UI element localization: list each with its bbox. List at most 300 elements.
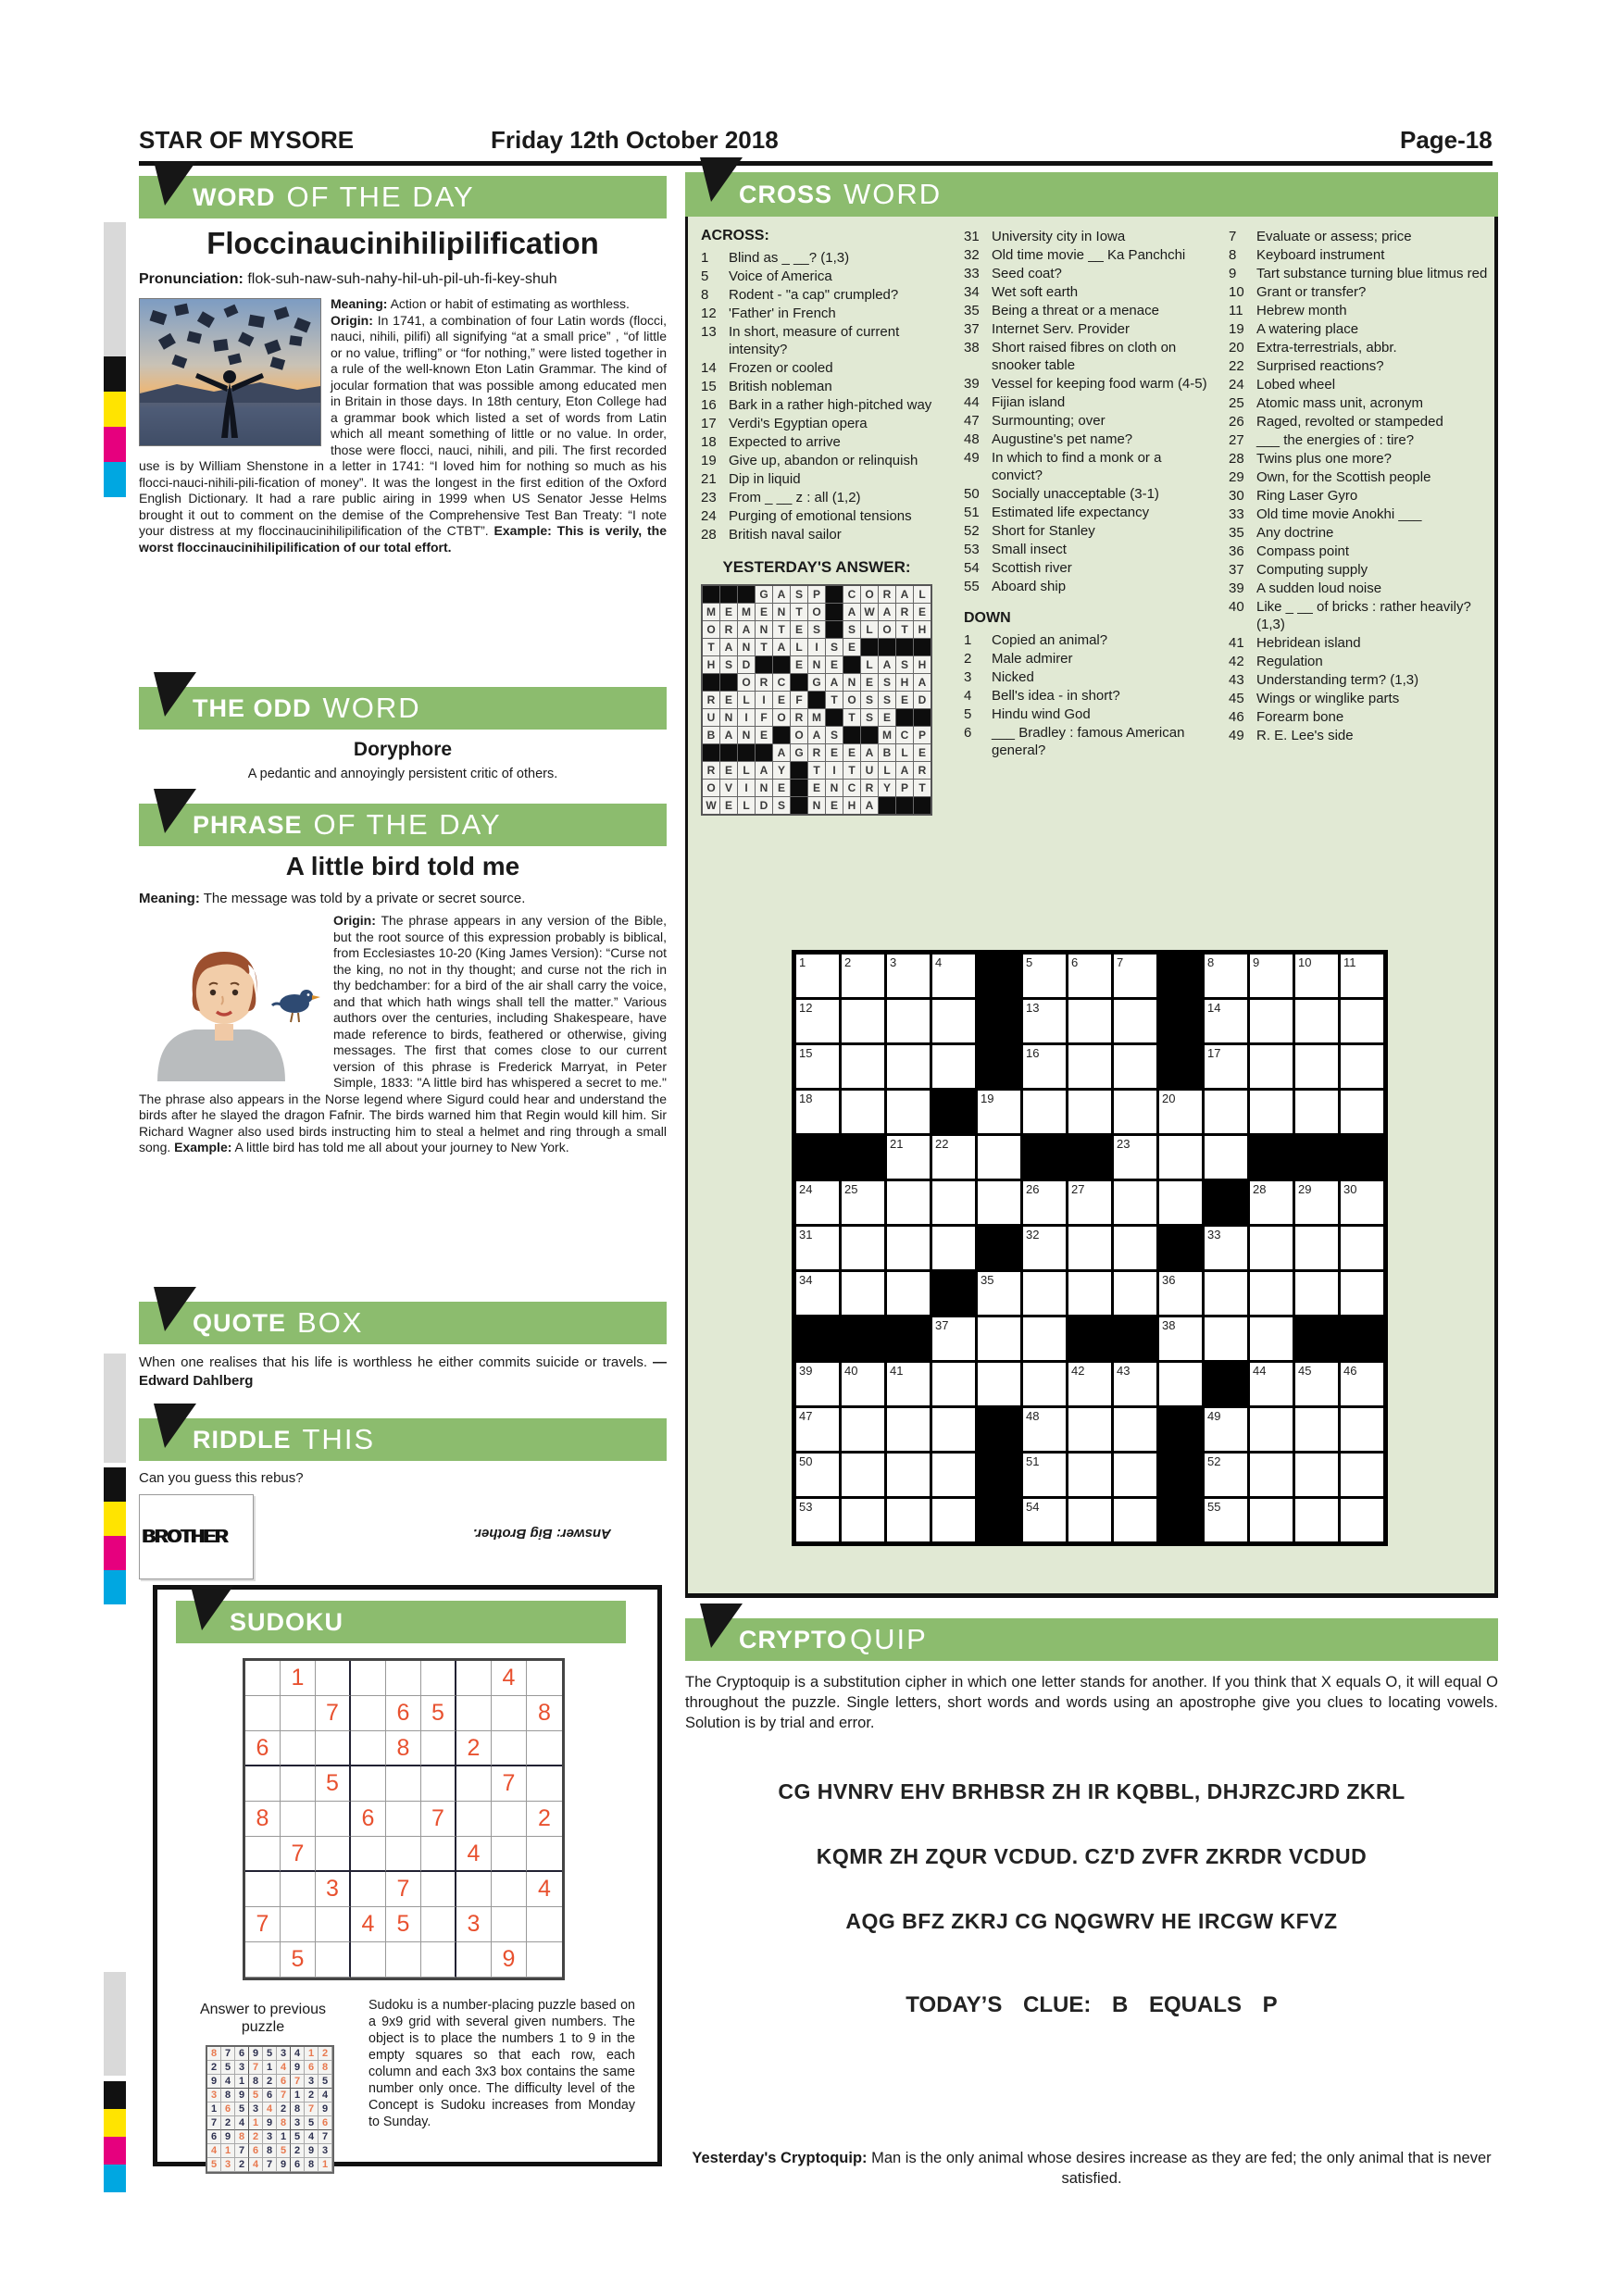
clue-number: 7 xyxy=(1229,229,1237,244)
sudoku-cell[interactable] xyxy=(316,1802,351,1837)
sudoku-cell: 5 xyxy=(207,2158,221,2172)
grid-cell[interactable] xyxy=(842,1499,884,1541)
grid-cell[interactable] xyxy=(796,1000,839,1042)
sudoku-cell[interactable] xyxy=(527,1731,562,1766)
sudoku-cell[interactable] xyxy=(351,1766,386,1802)
grid-cell[interactable] xyxy=(1295,1408,1338,1451)
masthead-title: STAR OF MYSORE xyxy=(139,126,355,154)
grid-cell[interactable] xyxy=(1341,1272,1383,1315)
clue-text: Aboard ship xyxy=(992,579,1067,594)
grid-cell[interactable] xyxy=(932,1000,975,1042)
sudoku-cell[interactable] xyxy=(316,1837,351,1872)
grid-cell[interactable] xyxy=(1114,1045,1156,1088)
grid-cell[interactable] xyxy=(842,1000,884,1042)
grid-cell[interactable] xyxy=(1068,1091,1111,1133)
letter-cell: N xyxy=(738,639,755,655)
grid-cell[interactable] xyxy=(932,1181,975,1224)
grid-cell[interactable] xyxy=(1250,955,1293,997)
grid-cell[interactable] xyxy=(1023,1181,1066,1224)
grid-cell[interactable] xyxy=(1250,1499,1293,1541)
rebus-text: BROTHER xyxy=(142,1526,227,1547)
grid-cell[interactable] xyxy=(1250,1045,1293,1088)
grid-cell[interactable] xyxy=(1250,1408,1293,1451)
grid-cell[interactable] xyxy=(796,1091,839,1133)
grid-cell[interactable] xyxy=(1023,1091,1066,1133)
grid-cell[interactable] xyxy=(1023,1045,1066,1088)
grid-cell[interactable] xyxy=(1023,1499,1066,1541)
letter-cell: A xyxy=(914,674,931,691)
clue-item xyxy=(1229,339,1490,356)
banner-bold-text: SUDOKU xyxy=(230,1607,344,1636)
sudoku-cell: 2 xyxy=(221,2116,235,2130)
letter-cell: U xyxy=(861,762,878,779)
black-cell xyxy=(720,674,737,691)
grid-cell[interactable] xyxy=(1114,1136,1156,1179)
grid-cell[interactable] xyxy=(1159,1136,1202,1179)
grid-cell[interactable] xyxy=(887,1000,930,1042)
grid-cell[interactable] xyxy=(1295,1227,1338,1269)
letter-cell: A xyxy=(879,604,895,620)
clue-text: Tart substance turning blue litmus red xyxy=(1256,266,1488,281)
grid-cell[interactable] xyxy=(932,955,975,997)
sudoku-cell[interactable] xyxy=(245,1872,281,1907)
sudoku-cell[interactable] xyxy=(492,1802,527,1837)
grid-cell[interactable] xyxy=(1205,1317,1247,1360)
grid-cell[interactable] xyxy=(1250,1181,1293,1224)
grid-cell[interactable] xyxy=(887,1227,930,1269)
grid-cell[interactable] xyxy=(1205,1272,1247,1315)
grid-cell[interactable] xyxy=(1341,1227,1383,1269)
sudoku-cell: 6 xyxy=(291,2158,305,2172)
sudoku-cell[interactable] xyxy=(351,1661,386,1696)
grid-cell[interactable] xyxy=(932,1499,975,1541)
clue-item xyxy=(1229,634,1490,652)
sudoku-cell[interactable] xyxy=(245,1661,281,1696)
sunset-silhouette-photo xyxy=(140,299,320,445)
grid-cell[interactable] xyxy=(978,1272,1020,1315)
grid-cell[interactable] xyxy=(1341,1181,1383,1224)
print-mark-black xyxy=(104,356,126,392)
letter-cell: S xyxy=(861,709,878,726)
sudoku-cell: 3 xyxy=(305,2075,319,2089)
grid-cell[interactable] xyxy=(842,1181,884,1224)
cell-number: 4 xyxy=(935,955,943,969)
sudoku-cell[interactable] xyxy=(351,1696,386,1731)
grid-cell[interactable] xyxy=(1023,1000,1066,1042)
black-cell xyxy=(720,586,737,603)
grid-cell[interactable] xyxy=(887,1454,930,1496)
yesterday-cryptoquip-label: Yesterday's Cryptoquip: xyxy=(692,2150,868,2166)
grid-cell[interactable] xyxy=(1068,1045,1111,1088)
banner-bold-text: WORD xyxy=(193,182,276,211)
sudoku-cell[interactable] xyxy=(492,1696,527,1731)
grid-cell[interactable] xyxy=(796,1045,839,1088)
grid-cell[interactable] xyxy=(1250,1272,1293,1315)
grid-cell[interactable] xyxy=(1068,1272,1111,1315)
clue-text: A sudden loud noise xyxy=(1256,580,1382,596)
grid-cell[interactable] xyxy=(796,955,839,997)
clue-item xyxy=(964,559,1216,577)
grid-cell[interactable] xyxy=(887,1181,930,1224)
letter-cell: H xyxy=(896,674,913,691)
sudoku-cell: 3 xyxy=(249,2103,263,2116)
sudoku-cell: 7 xyxy=(281,1837,316,1872)
grid-cell[interactable] xyxy=(1341,1000,1383,1042)
grid-cell[interactable] xyxy=(887,1045,930,1088)
black-cell xyxy=(1250,1136,1293,1179)
black-cell xyxy=(978,1227,1020,1269)
sudoku-cell[interactable] xyxy=(456,1766,492,1802)
clue-item xyxy=(701,286,953,304)
sudoku-cell: 5 xyxy=(305,2116,319,2130)
clue-item xyxy=(964,449,1216,484)
letter-cell: I xyxy=(738,780,755,796)
clue-item xyxy=(964,631,1216,649)
yesterday-answer-grid xyxy=(701,584,932,816)
sudoku-cell[interactable] xyxy=(386,1837,421,1872)
grid-cell[interactable] xyxy=(1341,1091,1383,1133)
grid-cell[interactable] xyxy=(796,1363,839,1405)
grid-cell[interactable] xyxy=(1341,1045,1383,1088)
grid-cell[interactable] xyxy=(887,955,930,997)
sudoku-cell[interactable] xyxy=(351,1837,386,1872)
sudoku-cell[interactable] xyxy=(351,1872,386,1907)
grid-cell[interactable] xyxy=(796,1227,839,1269)
clue-column-2 xyxy=(964,228,1216,760)
sudoku-cell[interactable] xyxy=(351,1942,386,1978)
letter-cell: A xyxy=(738,621,755,638)
clue-number: 9 xyxy=(1229,266,1237,281)
sudoku-cell[interactable] xyxy=(456,1802,492,1837)
grid-cell[interactable] xyxy=(842,1454,884,1496)
letter-cell: R xyxy=(791,709,807,726)
clue-number: 40 xyxy=(1229,599,1244,615)
sudoku-cell[interactable] xyxy=(421,1907,456,1942)
sudoku-cell[interactable] xyxy=(421,1731,456,1766)
print-mark-gray xyxy=(104,1972,126,2076)
cell-number: 18 xyxy=(799,1092,813,1105)
grid-cell[interactable] xyxy=(1341,1454,1383,1496)
grid-cell[interactable] xyxy=(1295,1045,1338,1088)
origin-label: Origin: xyxy=(331,312,373,328)
grid-cell[interactable] xyxy=(1159,1181,1202,1224)
grid-cell[interactable] xyxy=(1023,1317,1066,1360)
black-cell xyxy=(932,1272,975,1315)
grid-cell[interactable] xyxy=(1295,1499,1338,1541)
sudoku-cell[interactable] xyxy=(527,1942,562,1978)
letter-cell: O xyxy=(738,674,755,691)
grid-cell[interactable] xyxy=(1295,1454,1338,1496)
sudoku-cell[interactable] xyxy=(456,1661,492,1696)
black-cell xyxy=(1114,1317,1156,1360)
print-mark-cyan xyxy=(104,1570,126,1604)
word-of-day-photo xyxy=(139,298,321,446)
grid-cell[interactable] xyxy=(978,1363,1020,1405)
sudoku-cell[interactable] xyxy=(386,1802,421,1837)
grid-cell[interactable] xyxy=(1159,1091,1202,1133)
sudoku-cell[interactable] xyxy=(245,1837,281,1872)
clue-item xyxy=(964,393,1216,411)
clue-item xyxy=(1229,468,1490,486)
grid-cell[interactable] xyxy=(796,1499,839,1541)
grid-cell[interactable] xyxy=(1205,1136,1247,1179)
grid-cell[interactable] xyxy=(932,1227,975,1269)
sudoku-cell[interactable] xyxy=(386,1942,421,1978)
sudoku-cell[interactable] xyxy=(456,1696,492,1731)
letter-cell: I xyxy=(756,692,772,708)
sudoku-cell[interactable] xyxy=(492,1872,527,1907)
grid-cell[interactable] xyxy=(1205,1408,1247,1451)
grid-cell[interactable] xyxy=(978,1317,1020,1360)
sudoku-cell[interactable] xyxy=(421,1942,456,1978)
grid-cell[interactable] xyxy=(1205,955,1247,997)
grid-cell[interactable] xyxy=(1159,1363,1202,1405)
sudoku-cell[interactable] xyxy=(527,1766,562,1802)
grid-cell[interactable] xyxy=(1114,1181,1156,1224)
sudoku-cell[interactable] xyxy=(456,1872,492,1907)
grid-cell[interactable] xyxy=(1159,1317,1202,1360)
grid-cell[interactable] xyxy=(1068,1408,1111,1451)
black-cell xyxy=(703,586,719,603)
grid-cell[interactable] xyxy=(1068,955,1111,997)
clue-number: 26 xyxy=(1229,414,1244,430)
grid-cell[interactable] xyxy=(1068,1499,1111,1541)
sudoku-cell: 9 xyxy=(492,1942,527,1978)
grid-cell[interactable] xyxy=(1068,1227,1111,1269)
grid-cell[interactable] xyxy=(842,1091,884,1133)
letter-cell: O xyxy=(791,727,807,743)
grid-cell[interactable] xyxy=(1205,1091,1247,1133)
sudoku-cell[interactable] xyxy=(527,1837,562,1872)
sudoku-cell[interactable] xyxy=(492,1907,527,1942)
meaning-label: Meaning: xyxy=(139,891,200,906)
grid-cell[interactable] xyxy=(1295,955,1338,997)
letter-cell: C xyxy=(843,780,860,796)
grid-cell[interactable] xyxy=(1114,1091,1156,1133)
grid-cell[interactable] xyxy=(1295,1091,1338,1133)
grid-cell[interactable] xyxy=(1250,1363,1293,1405)
grid-cell[interactable] xyxy=(887,1363,930,1405)
grid-cell[interactable] xyxy=(1023,1363,1066,1405)
cell-number: 55 xyxy=(1207,1500,1221,1514)
cryptoquip-line-2: KQMR ZH ZQUR VCDUD. CZ'D ZVFR ZKRDR VCDUD xyxy=(816,1844,1368,1868)
grid-cell[interactable] xyxy=(1341,1363,1383,1405)
sudoku-cell[interactable] xyxy=(316,1942,351,1978)
sudoku-cell[interactable] xyxy=(281,1766,316,1802)
grid-cell[interactable] xyxy=(796,1181,839,1224)
grid-cell[interactable] xyxy=(1023,1408,1066,1451)
sudoku-cell: 5 xyxy=(277,2144,291,2158)
quote-text xyxy=(139,1354,667,1391)
sudoku-cell: 3 xyxy=(263,2130,277,2144)
letter-cell: E xyxy=(879,709,895,726)
clue-item xyxy=(701,526,953,543)
cell-number: 43 xyxy=(1117,1364,1131,1378)
sudoku-cell[interactable] xyxy=(316,1907,351,1942)
clue-item xyxy=(964,504,1216,521)
grid-cell[interactable] xyxy=(1114,1408,1156,1451)
grid-cell[interactable] xyxy=(887,1091,930,1133)
grid-cell[interactable] xyxy=(1205,1227,1247,1269)
grid-cell[interactable] xyxy=(887,1272,930,1315)
quote-body: When one realises that his life is worthless he either commits suicide or travels. xyxy=(139,1354,648,1370)
sudoku-cell[interactable] xyxy=(281,1907,316,1942)
grid-cell[interactable] xyxy=(1023,1454,1066,1496)
sudoku-cell[interactable] xyxy=(281,1872,316,1907)
grid-cell[interactable] xyxy=(842,1408,884,1451)
grid-cell[interactable] xyxy=(1068,1363,1111,1405)
sudoku-cell[interactable] xyxy=(421,1766,456,1802)
sudoku-cell: 2 xyxy=(235,2158,249,2172)
clue-item xyxy=(701,378,953,395)
grid-cell[interactable] xyxy=(1205,1045,1247,1088)
cell-number: 19 xyxy=(981,1092,994,1105)
grid-cell[interactable] xyxy=(842,955,884,997)
sudoku-cell[interactable] xyxy=(421,1837,456,1872)
sudoku-cell[interactable] xyxy=(351,1731,386,1766)
phrase-body xyxy=(139,913,667,1156)
clue-number: 8 xyxy=(1229,247,1237,263)
black-cell xyxy=(826,709,843,726)
letter-cell: O xyxy=(843,692,860,708)
sudoku-cell[interactable] xyxy=(421,1661,456,1696)
grid-cell[interactable] xyxy=(842,1363,884,1405)
sudoku-cell[interactable] xyxy=(456,1942,492,1978)
black-cell xyxy=(842,1136,884,1179)
grid-cell[interactable] xyxy=(1114,1272,1156,1315)
grid-cell[interactable] xyxy=(1068,1181,1111,1224)
grid-cell[interactable] xyxy=(1250,1000,1293,1042)
sudoku-cell[interactable] xyxy=(386,1661,421,1696)
letter-cell: H xyxy=(914,656,931,673)
sudoku-answer-grid xyxy=(206,2045,334,2174)
grid-cell[interactable] xyxy=(1341,955,1383,997)
grid-cell[interactable] xyxy=(1295,1272,1338,1315)
grid-cell[interactable] xyxy=(796,1454,839,1496)
cryptoquip-banner xyxy=(685,1618,1498,1661)
grid-cell[interactable] xyxy=(978,1181,1020,1224)
grid-cell[interactable] xyxy=(887,1136,930,1179)
grid-cell[interactable] xyxy=(932,1408,975,1451)
grid-cell[interactable] xyxy=(1295,1000,1338,1042)
clue-item xyxy=(1229,727,1490,744)
grid-cell[interactable] xyxy=(1250,1227,1293,1269)
clue-number: 30 xyxy=(1229,488,1244,504)
grid-cell[interactable] xyxy=(932,1317,975,1360)
grid-cell[interactable] xyxy=(1114,1227,1156,1269)
grid-cell[interactable] xyxy=(842,1272,884,1315)
sudoku-cell[interactable] xyxy=(245,1942,281,1978)
grid-cell[interactable] xyxy=(1205,1499,1247,1541)
letter-cell: Y xyxy=(879,780,895,796)
grid-cell[interactable] xyxy=(796,1408,839,1451)
sudoku-cell: 5 xyxy=(421,1696,456,1731)
black-cell xyxy=(896,797,913,814)
clue-number: 5 xyxy=(701,268,709,284)
black-cell xyxy=(978,955,1020,997)
grid-cell[interactable] xyxy=(1295,1181,1338,1224)
print-mark-cyan xyxy=(104,2165,126,2192)
sudoku-cell[interactable] xyxy=(281,1696,316,1731)
black-cell xyxy=(1341,1317,1383,1360)
sudoku-cell[interactable] xyxy=(492,1731,527,1766)
grid-cell[interactable] xyxy=(1023,955,1066,997)
sudoku-cell[interactable] xyxy=(421,1872,456,1907)
sudoku-cell[interactable] xyxy=(316,1661,351,1696)
sudoku-cell[interactable] xyxy=(316,1731,351,1766)
grid-cell[interactable] xyxy=(1023,1272,1066,1315)
letter-cell: L xyxy=(738,692,755,708)
letter-cell: R xyxy=(703,692,719,708)
grid-cell[interactable] xyxy=(796,1272,839,1315)
grid-cell[interactable] xyxy=(1159,1272,1202,1315)
clue-number: 39 xyxy=(964,376,980,392)
sudoku-cell[interactable] xyxy=(527,1907,562,1942)
grid-cell[interactable] xyxy=(1250,1454,1293,1496)
sudoku-cell[interactable] xyxy=(386,1766,421,1802)
print-mark-magenta xyxy=(104,427,126,462)
clue-item xyxy=(964,246,1216,264)
grid-cell[interactable] xyxy=(1250,1091,1293,1133)
phrase-title: A little bird told me xyxy=(285,852,520,880)
sudoku-cell: 5 xyxy=(386,1907,421,1942)
grid-cell[interactable] xyxy=(887,1408,930,1451)
grid-cell[interactable] xyxy=(1114,1000,1156,1042)
grid-cell[interactable] xyxy=(932,1136,975,1179)
sudoku-cell[interactable] xyxy=(281,1802,316,1837)
grid-cell[interactable] xyxy=(1068,1454,1111,1496)
cell-number: 2 xyxy=(844,955,852,969)
grid-cell[interactable] xyxy=(1205,1454,1247,1496)
grid-cell[interactable] xyxy=(932,1454,975,1496)
grid-cell[interactable] xyxy=(842,1227,884,1269)
grid-cell[interactable] xyxy=(1205,1000,1247,1042)
sudoku-cell: 5 xyxy=(291,2130,305,2144)
grid-cell[interactable] xyxy=(1250,1317,1293,1360)
grid-cell[interactable] xyxy=(1114,1454,1156,1496)
sudoku-grid xyxy=(243,1658,565,1980)
grid-cell[interactable] xyxy=(1295,1363,1338,1405)
sudoku-cell[interactable] xyxy=(492,1837,527,1872)
sudoku-cell[interactable] xyxy=(527,1661,562,1696)
grid-cell[interactable] xyxy=(887,1499,930,1541)
grid-cell[interactable] xyxy=(1068,1000,1111,1042)
grid-cell[interactable] xyxy=(978,1091,1020,1133)
sudoku-cell[interactable] xyxy=(245,1766,281,1802)
sudoku-cell[interactable] xyxy=(281,1731,316,1766)
letter-cell: N xyxy=(756,621,772,638)
clue-number: 44 xyxy=(964,394,980,410)
grid-cell[interactable] xyxy=(1114,1363,1156,1405)
letter-cell: G xyxy=(756,586,772,603)
grid-cell[interactable] xyxy=(1341,1499,1383,1541)
grid-cell[interactable] xyxy=(1114,1499,1156,1541)
sudoku-cell: 3 xyxy=(221,2158,235,2172)
sudoku-cell: 8 xyxy=(235,2130,249,2144)
black-cell xyxy=(1159,1045,1202,1088)
grid-cell[interactable] xyxy=(978,1136,1020,1179)
black-cell xyxy=(826,621,843,638)
grid-cell[interactable] xyxy=(1023,1227,1066,1269)
grid-cell[interactable] xyxy=(842,1045,884,1088)
clue-text: Compass point xyxy=(1256,543,1350,559)
sudoku-cell[interactable] xyxy=(245,1696,281,1731)
grid-cell[interactable] xyxy=(932,1045,975,1088)
grid-cell[interactable] xyxy=(1341,1408,1383,1451)
sudoku-cell: 5 xyxy=(263,2047,277,2061)
grid-cell[interactable] xyxy=(932,1363,975,1405)
grid-cell[interactable] xyxy=(1114,955,1156,997)
